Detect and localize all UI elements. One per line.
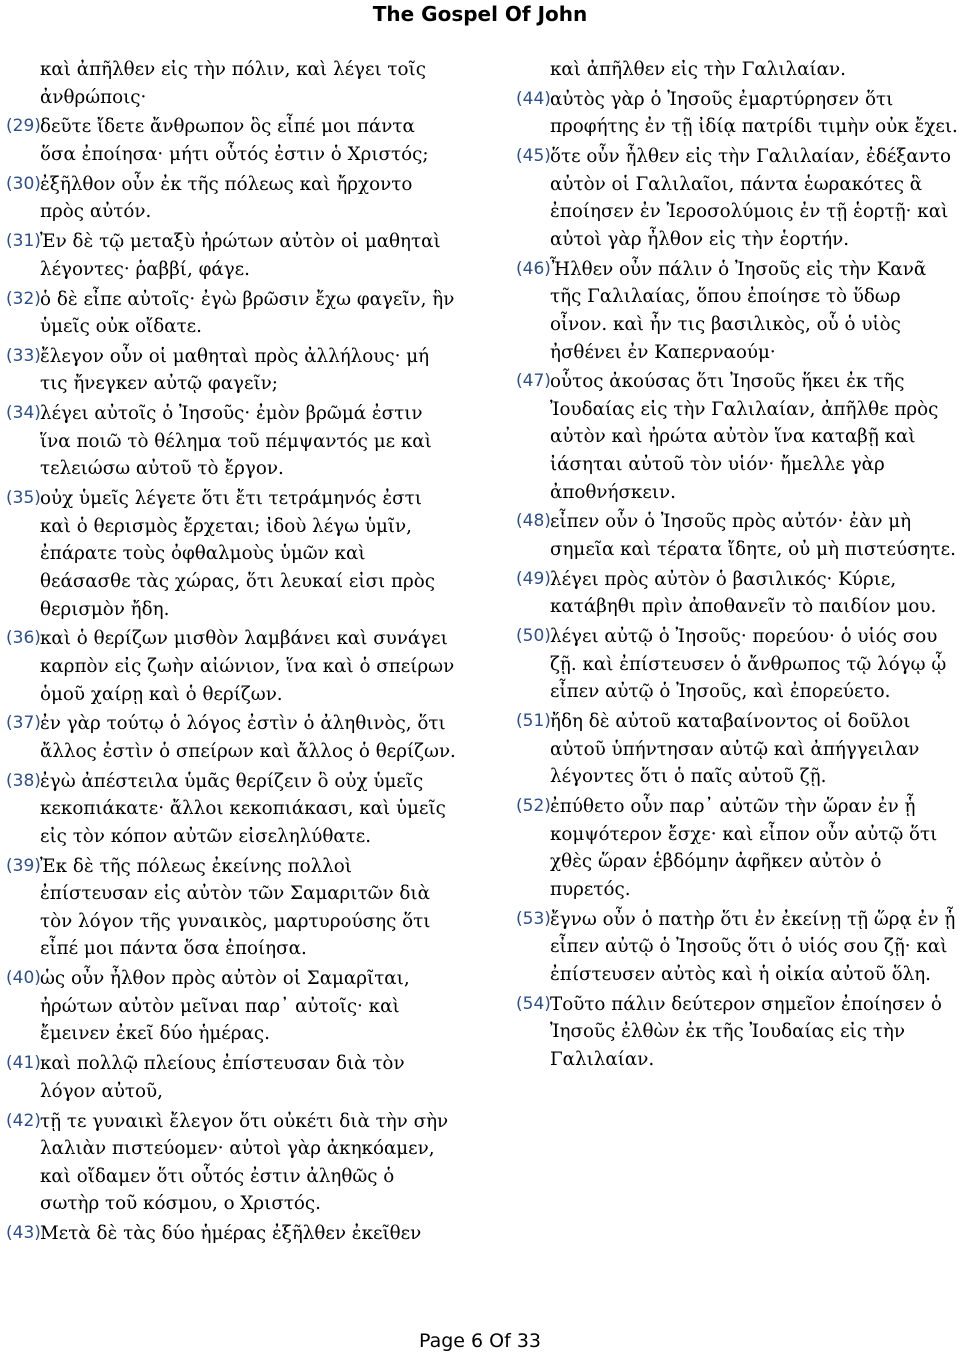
verse-46	[516, 256, 960, 366]
verse-text: αὐτὸς γὰρ ὁ Ἰησοῦς ἐμαρτύρησεν ὅτι προφήτης ἐν τῇ ἰδίᾳ πατρίδι τιμὴν οὐκ ἔχει.	[550, 88, 958, 138]
verse-40	[6, 965, 456, 1048]
verse-text: καὶ ἀπῆλθεν εἰς τὴν Γαλιλαίαν.	[550, 59, 846, 80]
verse-text: ὅτε οὖν ἦλθεν εἰς τὴν Γαλιλαίαν, ἐδέξαντο αὐτὸν οἱ Γαλιλαῖοι, πάντα ἑωρακότες ἃ ἐποίησεν ἐν Ἱεροσολύμοις ἐν τῇ ἑορτῇ· καὶ αὐτοὶ γὰρ ἦλθον εἰς τὴν ἑορτήν.	[550, 146, 951, 250]
verse-number: (47)	[516, 371, 551, 392]
verse-text: καὶ πολλῷ πλείους ἐπίστευσαν διὰ τὸν λόγον αὐτοῦ,	[40, 1053, 405, 1102]
verse-28-continuation	[6, 56, 456, 111]
verse-50	[516, 623, 960, 706]
verse-text: Ἦλθεν οὖν πάλιν ὁ Ἰησοῦς εἰς τὴν Κανᾶ τῆς Γαλιλαίας, ὅπου ἐποίησε τὸ ὕδωρ οἶνον. καὶ ἦν τις βασιλικὸς, οὗ ὁ υἱὸς ἠσθένει ἐν Καπερναούμ·	[550, 258, 927, 363]
verse-43	[6, 1220, 456, 1248]
verse-text: τῇ τε γυναικὶ ἔλεγον ὅτι οὐκέτι διὰ τὴν σὴν λαλιὰν πιστεύομεν· αὐτοὶ γὰρ ἀκηκόαμεν, καὶ οἴδαμεν ὅτι οὗτός ἐστιν ἀληθῶς ὁ σωτὴρ τοῦ κόσμου, ο Χριστός.	[40, 1110, 449, 1215]
verse-number: (30)	[6, 173, 41, 194]
verse-number: (41)	[6, 1053, 41, 1074]
verse-38	[6, 768, 456, 851]
verse-number: (39)	[6, 855, 41, 876]
verse-text: λέγει πρὸς αὐτὸν ὁ βασιλικός· Κύριε, κατάβηθι πρὶν ἀποθανεῖν τὸ παιδίον μου.	[550, 568, 937, 618]
verse-text: οὗτος ἀκούσας ὅτι Ἰησοῦς ἥκει ἐκ τῆς Ἰουδαίας εἰς τὴν Γαλιλαίαν, ἀπῆλθε πρὸς αὐτὸν καὶ ἠρώτα αὐτὸν ἵνα καταβῇ καὶ ἰάσηται αὐτοῦ τὸν υἱόν· ἤμελλε γὰρ ἀποθνήσκειν.	[550, 371, 939, 503]
verse-52	[516, 793, 960, 903]
verse-text: καὶ ὁ θερίζων μισθὸν λαμβάνει καὶ συνάγει καρπὸν εἰς ζωὴν αἰώνιον, ἵνα καὶ ὁ σπείρων ὁμοῦ χαίρῃ καὶ ὁ θερίζων.	[40, 628, 455, 705]
verse-text: εἶπεν οὖν ὁ Ἰησοῦς πρὸς αὐτόν· ἐὰν μὴ σημεῖα καὶ τέρατα ἴδητε, οὐ μὴ πιστεύσητε.	[550, 511, 956, 561]
verse-36	[6, 625, 456, 708]
verse-number: (53)	[516, 908, 551, 929]
verse-text: οὐχ ὑμεῖς λέγετε ὅτι ἔτι τετράμηνός ἐστι καὶ ὁ θερισμὸς ἔρχεται; ἰδοὺ λέγω ὑμῖν, ἐπάρατε τοὺς ὀφθαλμοὺς ὑμῶν καὶ θεάσασθε τὰς χώρας, ὅτι λευκαί εἰσι πρὸς θερισμὸν ἤδη.	[40, 488, 435, 620]
verse-number: (42)	[6, 1110, 41, 1131]
verse-number: (43)	[6, 1223, 41, 1244]
verse-text: δεῦτε ἴδετε ἄνθρωπον ὃς εἶπέ μοι πάντα ὅσα ἐποίησα· μήτι οὗτός ἐστιν ὁ Χριστός;	[40, 116, 429, 165]
verse-number: (51)	[516, 711, 551, 732]
verse-29	[6, 113, 456, 168]
verse-number: (31)	[6, 231, 41, 252]
book-title: The Gospel Of John	[372, 2, 588, 26]
verse-48	[516, 508, 960, 563]
verse-text: ἐπύθετο οὖν παρ᾽ αὐτῶν τὴν ὥραν ἐν ᾗ κομψότερον ἔσχε· καὶ εἶπον οὖν αὐτῷ ὅτι χθὲς ὥραν ἑβδόμην ἀφῆκεν αὐτὸν ὁ πυρετός.	[550, 796, 938, 900]
verse-text: καὶ ἀπῆλθεν εἰς τὴν πόλιν, καὶ λέγει τοῖς ἀνθρώποις·	[40, 59, 426, 108]
verse-53	[516, 906, 960, 989]
verse-54	[516, 991, 960, 1074]
verse-text: Ἐν δὲ τῷ μεταξὺ ἠρώτων αὐτὸν οἱ μαθηταὶ λέγοντες· ῥαββί, φάγε.	[40, 231, 441, 280]
verse-text: Μετὰ δὲ τὰς δύο ἡμέρας ἐξῆλθεν ἐκεῖθεν	[40, 1223, 422, 1245]
verse-number: (33)	[6, 345, 41, 366]
page-number: Page 6 Of 33	[418, 1330, 542, 1352]
verse-text: ἤδη δὲ αὐτοῦ καταβαίνοντος οἱ δοῦλοι αὐτοῦ ὑπήντησαν αὐτῷ καὶ ἀπήγγειλαν λέγοντες ὅτι ὁ παῖς αὐτοῦ ζῇ.	[550, 711, 920, 788]
verse-number: (32)	[6, 288, 41, 309]
verse-35	[6, 485, 456, 623]
verse-43-continuation	[516, 56, 960, 84]
verse-number: (48)	[516, 511, 551, 532]
verse-number: (35)	[6, 488, 41, 509]
verse-number: (45)	[516, 146, 551, 167]
verse-31	[6, 228, 456, 283]
verse-number: (29)	[6, 116, 41, 137]
verse-text: ὁ δὲ εἶπε αὐτοῖς· ἐγὼ βρῶσιν ἔχω φαγεῖν, ἣν ὑμεῖς οὐκ οἴδατε.	[40, 288, 455, 338]
verse-number: (37)	[6, 713, 41, 734]
verse-text: ἐξῆλθον οὖν ἐκ τῆς πόλεως καὶ ἤρχοντο πρὸς αὐτόν.	[40, 173, 413, 223]
verse-number: (44)	[516, 88, 551, 109]
verse-47	[516, 368, 960, 506]
verse-number: (34)	[6, 403, 41, 424]
verse-number: (52)	[516, 796, 551, 817]
verse-text: λέγει αὐτῷ ὁ Ἰησοῦς· πορεύου· ὁ υἱός σου ζῇ. καὶ ἐπίστευσεν ὁ ἄνθρωπος τῷ λόγῳ ᾧ εἶπεν αὐτῷ ὁ Ἰησοῦς, καὶ ἐπορεύετο.	[550, 626, 947, 703]
right-column	[516, 56, 960, 1076]
verse-number: (40)	[6, 968, 41, 989]
verse-41	[6, 1050, 456, 1105]
verse-number: (36)	[6, 628, 41, 649]
verse-30	[6, 171, 456, 226]
verse-text: ἔλεγον οὖν οἱ μαθηταὶ πρὸς ἀλλήλους· μή τις ἤνεγκεν αὐτῷ φαγεῖν;	[40, 345, 430, 395]
left-column	[6, 56, 456, 1250]
verse-49	[516, 566, 960, 621]
verse-37	[6, 710, 456, 765]
verse-text: ἐγὼ ἀπέστειλα ὑμᾶς θερίζειν ὃ οὐχ ὑμεῖς κεκοπιάκατε· ἄλλοι κεκοπιάκασι, καὶ ὑμεῖς εἰς τὸν κόπον αὐτῶν εἰσεληλύθατε.	[40, 770, 446, 847]
verse-39	[6, 853, 456, 963]
verse-32	[6, 286, 456, 341]
verse-text: λέγει αὐτοῖς ὁ Ἰησοῦς· ἐμὸν βρῶμά ἐστιν ἵνα ποιῶ τὸ θέλημα τοῦ πέμψαντός με καὶ τελειώσω αὐτοῦ τὸ ἔργον.	[40, 403, 432, 480]
verse-text: ὡς οὖν ἦλθον πρὸς αὐτὸν οἱ Σαμαρῖται, ἠρώτων αὐτὸν μεῖναι παρ᾽ αὐτοῖς· καὶ ἔμεινεν ἐκεῖ δύο ἡμέρας.	[40, 968, 410, 1045]
verse-text: Ἐκ δὲ τῆς πόλεως ἐκείνης πολλοὶ ἐπίστευσαν εἰς αὐτὸν τῶν Σαμαριτῶν διὰ τὸν λόγον τῆς γυναικὸς, μαρτυρούσης ὅτι εἶπέ μοι πάντα ὅσα ἐποίησα.	[40, 855, 431, 960]
verse-text: ἐν γὰρ τούτῳ ὁ λόγος ἐστὶν ὁ ἀληθινὸς, ὅτι ἄλλος ἐστὶν ὁ σπείρων καὶ ἄλλος ὁ θερίζων.	[40, 713, 456, 762]
verse-33	[6, 343, 456, 398]
verse-44	[516, 86, 960, 141]
verse-text: Τοῦτο πάλιν δεύτερον σημεῖον ἐποίησεν ὁ Ἰησοῦς ἐλθὼν ἐκ τῆς Ἰουδαίας εἰς τὴν Γαλιλαίαν.	[550, 993, 942, 1070]
verse-42	[6, 1108, 456, 1218]
verse-number: (46)	[516, 258, 551, 279]
verse-51	[516, 708, 960, 791]
verse-text: ἔγνω οὖν ὁ πατὴρ ὅτι ἐν ἐκείνῃ τῇ ὥρᾳ ἐν ᾗ εἶπεν αὐτῷ ὁ Ἰησοῦς ὅτι ὁ υἱός σου ζῇ· καὶ ἐπίστευσεν αὐτὸς καὶ ἡ οἰκία αὐτοῦ ὅλη.	[550, 908, 956, 985]
verse-number: (50)	[516, 626, 551, 647]
verse-number: (49)	[516, 568, 551, 589]
verse-34	[6, 400, 456, 483]
verse-number: (54)	[516, 993, 551, 1014]
verse-45	[516, 143, 960, 253]
verse-number: (38)	[6, 770, 41, 791]
